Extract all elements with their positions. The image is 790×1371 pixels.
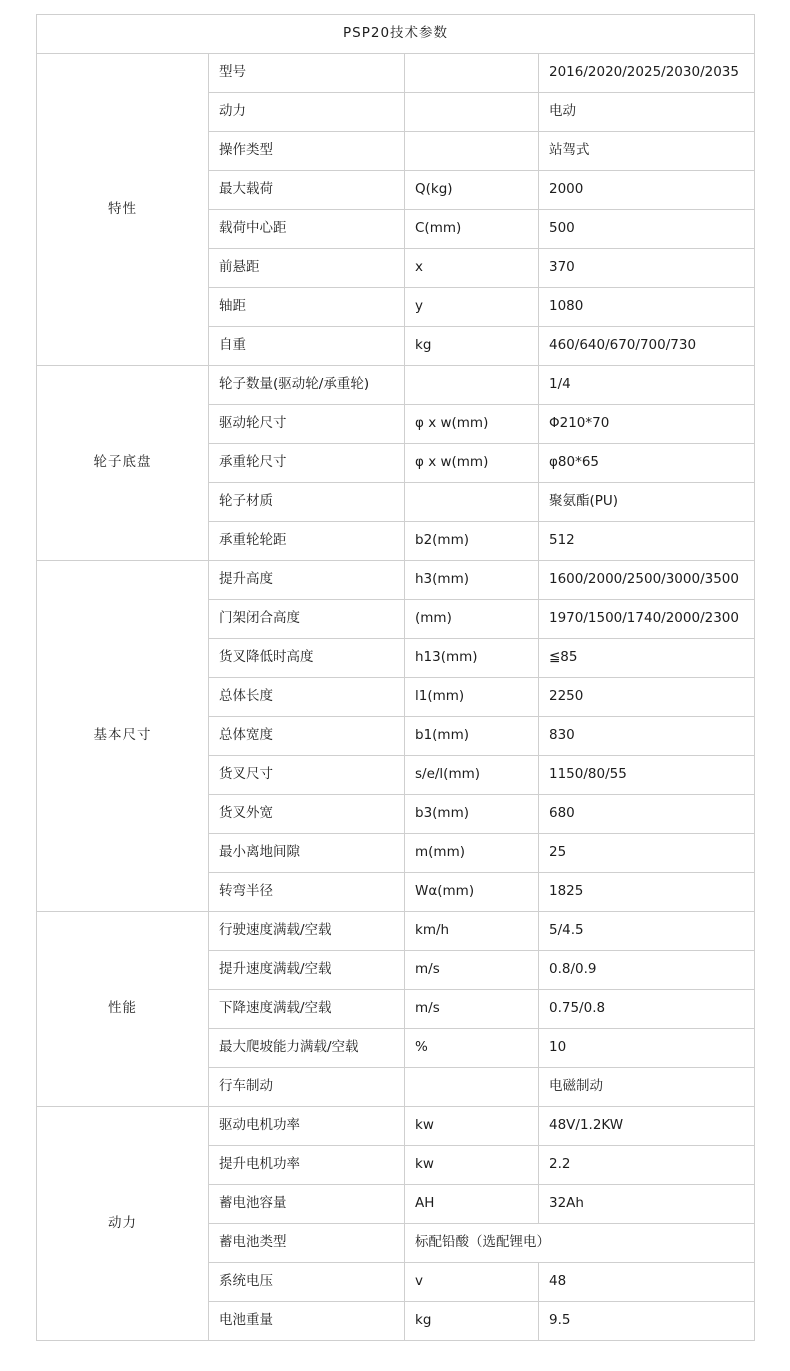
param-value: 2000 xyxy=(539,171,755,210)
param-unit xyxy=(405,1068,539,1107)
param-unit: b3(mm) xyxy=(405,795,539,834)
group-label: 动力 xyxy=(37,1107,209,1341)
param-name: 承重轮尺寸 xyxy=(209,444,405,483)
param-unit: kw xyxy=(405,1107,539,1146)
param-value: 2.2 xyxy=(539,1146,755,1185)
param-value: 2250 xyxy=(539,678,755,717)
param-unit: kw xyxy=(405,1146,539,1185)
param-unit xyxy=(405,132,539,171)
param-value: 680 xyxy=(539,795,755,834)
spec-table xyxy=(36,14,755,1341)
param-unit: km/h xyxy=(405,912,539,951)
table-row xyxy=(37,1107,755,1146)
param-name: 前悬距 xyxy=(209,249,405,288)
param-unit: m/s xyxy=(405,990,539,1029)
param-name: 系统电压 xyxy=(209,1263,405,1302)
param-name: 驱动轮尺寸 xyxy=(209,405,405,444)
param-value: 0.75/0.8 xyxy=(539,990,755,1029)
param-name: 门架闭合高度 xyxy=(209,600,405,639)
param-unit: b1(mm) xyxy=(405,717,539,756)
param-name: 行驶速度满载/空载 xyxy=(209,912,405,951)
param-unit: m(mm) xyxy=(405,834,539,873)
param-unit xyxy=(405,366,539,405)
param-value: 1600/2000/2500/3000/3500 xyxy=(539,561,755,600)
param-value: 460/640/670/700/730 xyxy=(539,327,755,366)
param-value: φ80*65 xyxy=(539,444,755,483)
param-unit: % xyxy=(405,1029,539,1068)
param-value: 1970/1500/1740/2000/2300 xyxy=(539,600,755,639)
param-value: 1825 xyxy=(539,873,755,912)
param-unit: φ x w(mm) xyxy=(405,405,539,444)
param-value: Φ210*70 xyxy=(539,405,755,444)
param-value: 5/4.5 xyxy=(539,912,755,951)
group-label: 轮子底盘 xyxy=(37,366,209,561)
param-name: 载荷中心距 xyxy=(209,210,405,249)
param-value: 830 xyxy=(539,717,755,756)
param-name: 轴距 xyxy=(209,288,405,327)
param-unit: m/s xyxy=(405,951,539,990)
table-title-row xyxy=(37,15,755,54)
param-name: 提升电机功率 xyxy=(209,1146,405,1185)
param-unit: x xyxy=(405,249,539,288)
param-value: 10 xyxy=(539,1029,755,1068)
group-label: 特性 xyxy=(37,54,209,366)
group-label: 基本尺寸 xyxy=(37,561,209,912)
table-row xyxy=(37,366,755,405)
param-unit: l1(mm) xyxy=(405,678,539,717)
param-name: 最大载荷 xyxy=(209,171,405,210)
param-unit: h3(mm) xyxy=(405,561,539,600)
param-name: 货叉降低时高度 xyxy=(209,639,405,678)
param-unit: b2(mm) xyxy=(405,522,539,561)
param-name: 轮子数量(驱动轮/承重轮) xyxy=(209,366,405,405)
param-name: 型号 xyxy=(209,54,405,93)
group-label: 性能 xyxy=(37,912,209,1107)
param-name: 总体宽度 xyxy=(209,717,405,756)
table-row xyxy=(37,912,755,951)
param-name: 提升速度满载/空载 xyxy=(209,951,405,990)
param-value: 2016/2020/2025/2030/2035 xyxy=(539,54,755,93)
param-value: 25 xyxy=(539,834,755,873)
param-name: 货叉尺寸 xyxy=(209,756,405,795)
param-unit: φ x w(mm) xyxy=(405,444,539,483)
param-unit: y xyxy=(405,288,539,327)
param-value: 0.8/0.9 xyxy=(539,951,755,990)
param-name: 转弯半径 xyxy=(209,873,405,912)
param-value: 电动 xyxy=(539,93,755,132)
param-name: 蓄电池容量 xyxy=(209,1185,405,1224)
param-value: 512 xyxy=(539,522,755,561)
param-value: 1150/80/55 xyxy=(539,756,755,795)
table-row xyxy=(37,561,755,600)
param-name: 驱动电机功率 xyxy=(209,1107,405,1146)
param-unit: AH xyxy=(405,1185,539,1224)
param-name: 电池重量 xyxy=(209,1302,405,1341)
param-unit: Q(kg) xyxy=(405,171,539,210)
page-title: PSP20技术参数 xyxy=(37,15,755,54)
param-name: 货叉外宽 xyxy=(209,795,405,834)
param-value: 站驾式 xyxy=(539,132,755,171)
param-name: 行车制动 xyxy=(209,1068,405,1107)
param-unit xyxy=(405,54,539,93)
param-unit: 标配铅酸（选配锂电） xyxy=(405,1224,755,1263)
param-name: 动力 xyxy=(209,93,405,132)
param-value: 1/4 xyxy=(539,366,755,405)
param-unit: C(mm) xyxy=(405,210,539,249)
spec-table-body xyxy=(37,15,755,1341)
param-unit: s/e/l(mm) xyxy=(405,756,539,795)
param-value: 500 xyxy=(539,210,755,249)
param-unit xyxy=(405,483,539,522)
param-name: 最小离地间隙 xyxy=(209,834,405,873)
param-name: 提升高度 xyxy=(209,561,405,600)
param-value: 聚氨酯(PU) xyxy=(539,483,755,522)
param-value: 32Ah xyxy=(539,1185,755,1224)
param-name: 自重 xyxy=(209,327,405,366)
param-value: 电磁制动 xyxy=(539,1068,755,1107)
table-row xyxy=(37,54,755,93)
param-value: 48V/1.2KW xyxy=(539,1107,755,1146)
param-name: 总体长度 xyxy=(209,678,405,717)
param-name: 下降速度满载/空载 xyxy=(209,990,405,1029)
param-unit: h13(mm) xyxy=(405,639,539,678)
param-unit: kg xyxy=(405,1302,539,1341)
param-unit: Wα(mm) xyxy=(405,873,539,912)
param-unit: v xyxy=(405,1263,539,1302)
param-value: 48 xyxy=(539,1263,755,1302)
param-value: ≦85 xyxy=(539,639,755,678)
param-value: 370 xyxy=(539,249,755,288)
param-value: 1080 xyxy=(539,288,755,327)
param-name: 操作类型 xyxy=(209,132,405,171)
param-name: 承重轮轮距 xyxy=(209,522,405,561)
param-unit: (mm) xyxy=(405,600,539,639)
param-name: 蓄电池类型 xyxy=(209,1224,405,1263)
param-name: 最大爬坡能力满载/空载 xyxy=(209,1029,405,1068)
param-unit xyxy=(405,93,539,132)
param-value: 9.5 xyxy=(539,1302,755,1341)
param-name: 轮子材质 xyxy=(209,483,405,522)
param-unit: kg xyxy=(405,327,539,366)
